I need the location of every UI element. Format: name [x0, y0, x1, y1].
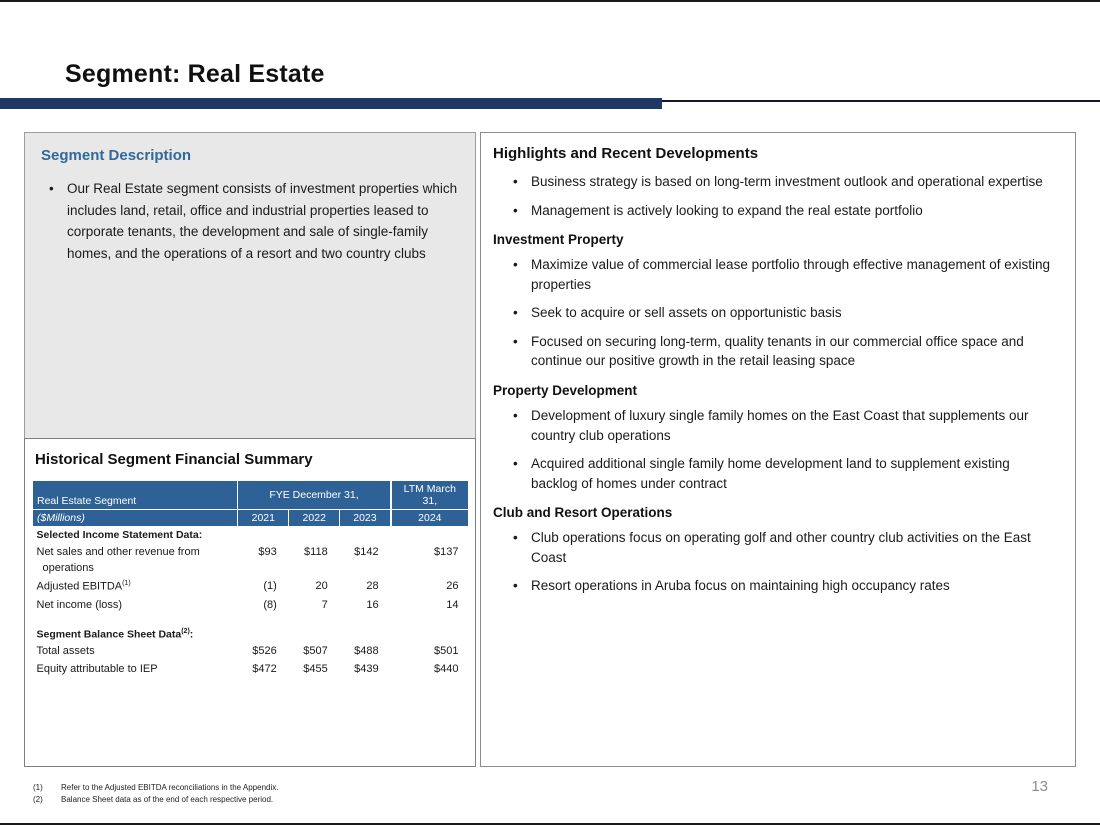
footnote-number: (2) [33, 795, 43, 804]
row-label: Total assets [36, 645, 95, 658]
highlight-bullet: • Management is actively looking to expand the real estate portfolio [493, 201, 1059, 221]
highlight-bullet: • Maximize value of commercial lease portfolio through effective management of existing properties [493, 255, 1059, 294]
highlights-subheading: Property Development [493, 382, 638, 398]
row-label: Adjusted EBITDA$^{(1)}$ [36, 580, 131, 593]
highlight-bullet: • Business strategy is based on long-term investment outlook and operational expertise [493, 172, 1059, 192]
page-title: Segment: Real Estate [65, 60, 325, 88]
table-row [33, 527, 469, 545]
highlight-bullet: • Acquired additional single family home development land to supplement existing backlog of homes under contract [493, 454, 1059, 493]
segment-description-bullet: • Our Real Estate segment consists of investment properties which includes land, retail, office and industrial properties leased to corporate tenants, the development and sale of single-family homes, and the operations of a resort and two country clubs [41, 178, 459, 264]
footnote-number: (1) [33, 783, 43, 792]
segment-description-heading: Segment Description [41, 147, 192, 164]
financial-table [32, 480, 469, 679]
table-group-header-ltm: LTM March 31, [391, 481, 469, 510]
footnote-text: Balance Sheet data as of the end of each respective period. [61, 795, 274, 804]
table-row: Adjusted EBITDA$^{(1)}$ (1) 20 28 26 [33, 578, 469, 597]
highlights-subheading: Club and Resort Operations [493, 505, 673, 521]
table-year-row [33, 510, 469, 527]
highlight-bullet: • Club operations focus on operating golf and other country club activities on the East Coast [493, 528, 1059, 567]
table-year-2022: 2022 [289, 510, 340, 527]
table-year-2024: 2024 [391, 510, 469, 527]
table-row: Equity attributable to IEP $472 $455 $439 $440 [33, 661, 469, 679]
title-rule-bar [0, 98, 662, 109]
table-millions-header: ($Millions) [33, 510, 238, 527]
highlights-subheading: Investment Property [493, 232, 624, 248]
row-label: Net income (loss) [36, 598, 123, 611]
footnote-text: Refer to the Adjusted EBITDA reconciliations in the Appendix. [61, 783, 279, 792]
highlights-panel [480, 132, 1076, 767]
table-row [33, 626, 469, 644]
footnotes [33, 783, 278, 807]
row-label: Net sales and other revenue from operations [36, 546, 200, 575]
footnote [33, 795, 278, 804]
table-row: Net sales and other revenue from operations $93 $118 $142 $137 [33, 544, 469, 578]
table-group-header-fye: FYE December 31, [238, 481, 391, 510]
row-label: Segment Balance Sheet Data$^{(2)}$: [36, 627, 194, 641]
table-corner-header: Real Estate Segment [33, 481, 238, 510]
highlight-bullet: • Resort operations in Aruba focus on maintaining high occupancy rates [493, 576, 1059, 596]
table-header-row [33, 481, 469, 510]
footnote [33, 783, 278, 792]
segment-description-panel [24, 132, 476, 439]
row-label: Selected Income Statement Data: [36, 529, 203, 541]
table-spacer-row [33, 615, 469, 626]
financial-summary-heading: Historical Segment Financial Summary [35, 451, 313, 468]
highlights-heading: Highlights and Recent Developments [493, 145, 759, 162]
highlight-bullet: • Development of luxury single family homes on the East Coast that supplements our country club operations [493, 406, 1059, 445]
page-number: 13 [1031, 778, 1048, 795]
row-label: Equity attributable to IEP [36, 663, 158, 676]
table-row: Net income (loss) (8) 7 16 14 [33, 597, 469, 615]
highlight-bullet: • Focused on securing long-term, quality tenants in our commercial office space and continue our positive growth in the retail leasing space [493, 332, 1059, 371]
financial-summary-panel [24, 438, 476, 767]
table-year-2021: 2021 [238, 510, 289, 527]
table-year-2023: 2023 [340, 510, 391, 527]
highlight-bullet: • Seek to acquire or sell assets on opportunistic basis [493, 303, 1059, 323]
table-row: Total assets $526 $507 $488 $501 [33, 643, 469, 661]
